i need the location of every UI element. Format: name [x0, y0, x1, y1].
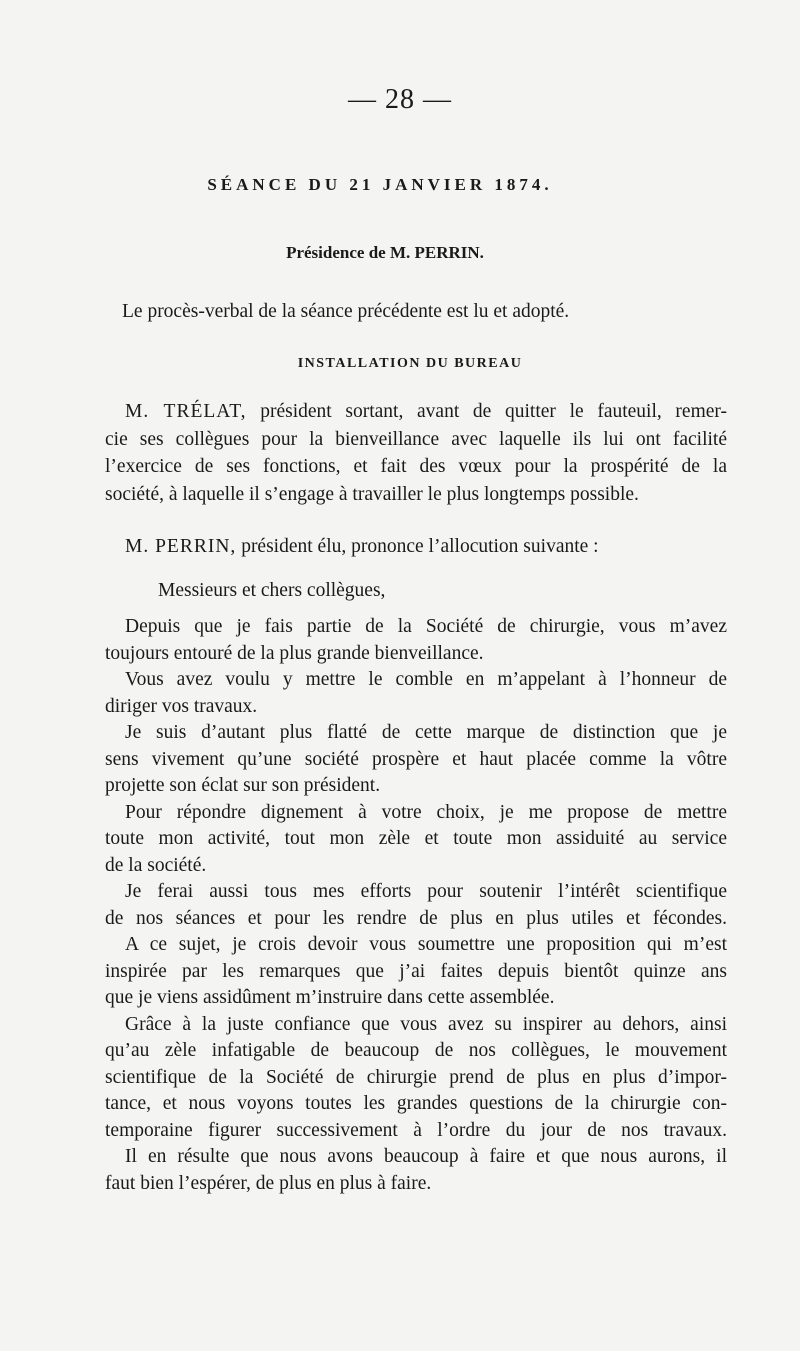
speech-line: faut bien l’espérer, de plus en plus à faire. — [105, 1172, 432, 1194]
speech-line: tance, et nous voyons toutes les grandes questions de la chirurgie con- — [105, 1093, 727, 1114]
trelat-line-3: l’exercice de ses fonctions, et fait des vœux pour la prospérité de la — [105, 456, 727, 477]
section-heading: INSTALLATION DU BUREAU — [297, 356, 523, 371]
speech-line: Il en résulte que nous avons beaucoup à faire et que nous aurons, il — [125, 1146, 727, 1167]
speech-line: de nos séances et pour les rendre de plus en plus utiles et fécondes. — [105, 907, 727, 929]
trelat-paragraph — [105, 398, 727, 508]
speech-line: temporaine figurer successivement à l’ordre du jour de nos travaux. — [105, 1119, 727, 1141]
trelat-line-4: société, à laquelle il s’engage à travailler le plus longtemps possible. — [105, 483, 639, 505]
speech-line: scientifique de la Société de chirurgie prend de plus en plus d’impor- — [105, 1066, 727, 1088]
speech-line: A ce sujet, je crois devoir vous soumettre une proposition qui m’est — [125, 934, 727, 955]
speech-line: toute mon activité, tout mon zèle et toute mon assiduité au service — [105, 828, 727, 849]
speech-line: inspirée par les remarques que j’ai faites depuis bientôt quinze ans — [105, 960, 727, 982]
salutation: Messieurs et chers collègues, — [158, 580, 386, 601]
speech-line: de la société. — [105, 854, 207, 876]
proces-verbal-paragraph: Le procès-verbal de la séance précédente est lu et adopté. — [122, 301, 570, 322]
speech-line: Pour répondre dignement à votre choix, je me propose de mettre — [125, 801, 727, 823]
speech-line: Depuis que je fais partie de la Société de chirurgie, vous m’avez — [125, 616, 727, 637]
speech-line: projette son éclat sur son président. — [105, 775, 381, 796]
trelat-line-1: M. TRÉLAT, président sortant, avant de quitter le fauteuil, remer- — [125, 401, 727, 422]
speaker-name: M. TRÉLAT, — [125, 401, 247, 422]
perrin-intro-paragraph: M. PERRIN, président élu, prononce l’allocution suivante : — [125, 536, 599, 557]
speech-line: diriger vos travaux. — [105, 695, 258, 717]
speech-line: sens vivement qu’une société prospère et haut placée comme la vôtre — [105, 748, 727, 770]
page-number: — 28 — — [348, 84, 452, 115]
speaker-name: M. PERRIN, — [125, 536, 237, 557]
speech-line: qu’au zèle infatigable de beaucoup de nos collègues, le mouvement — [105, 1040, 727, 1061]
speech-line: que je viens assidûment m’instruire dans cette assemblée. — [105, 987, 555, 1008]
speech-line: Grâce à la juste confiance que vous avez su inspirer au dehors, ainsi — [125, 1013, 727, 1035]
presidence-heading: Présidence de M. PERRIN. — [286, 243, 484, 262]
trelat-line-2: cie ses collègues pour la bienveillance avec laquelle ils lui ont facilité — [105, 428, 727, 450]
speech-line: Je suis d’autant plus flatté de cette marque de distinction que je — [125, 722, 727, 743]
seance-title: SÉANCE DU 21 JANVIER 1874. — [207, 175, 553, 194]
speech-body — [105, 614, 727, 1197]
speech-line: Je ferai aussi tous mes efforts pour soutenir l’intérêt scientifique — [125, 881, 727, 902]
speech-line: Vous avez voulu y mettre le comble en m’appelant à l’honneur de — [125, 669, 727, 690]
speech-line: toujours entouré de la plus grande bienveillance. — [105, 642, 484, 664]
